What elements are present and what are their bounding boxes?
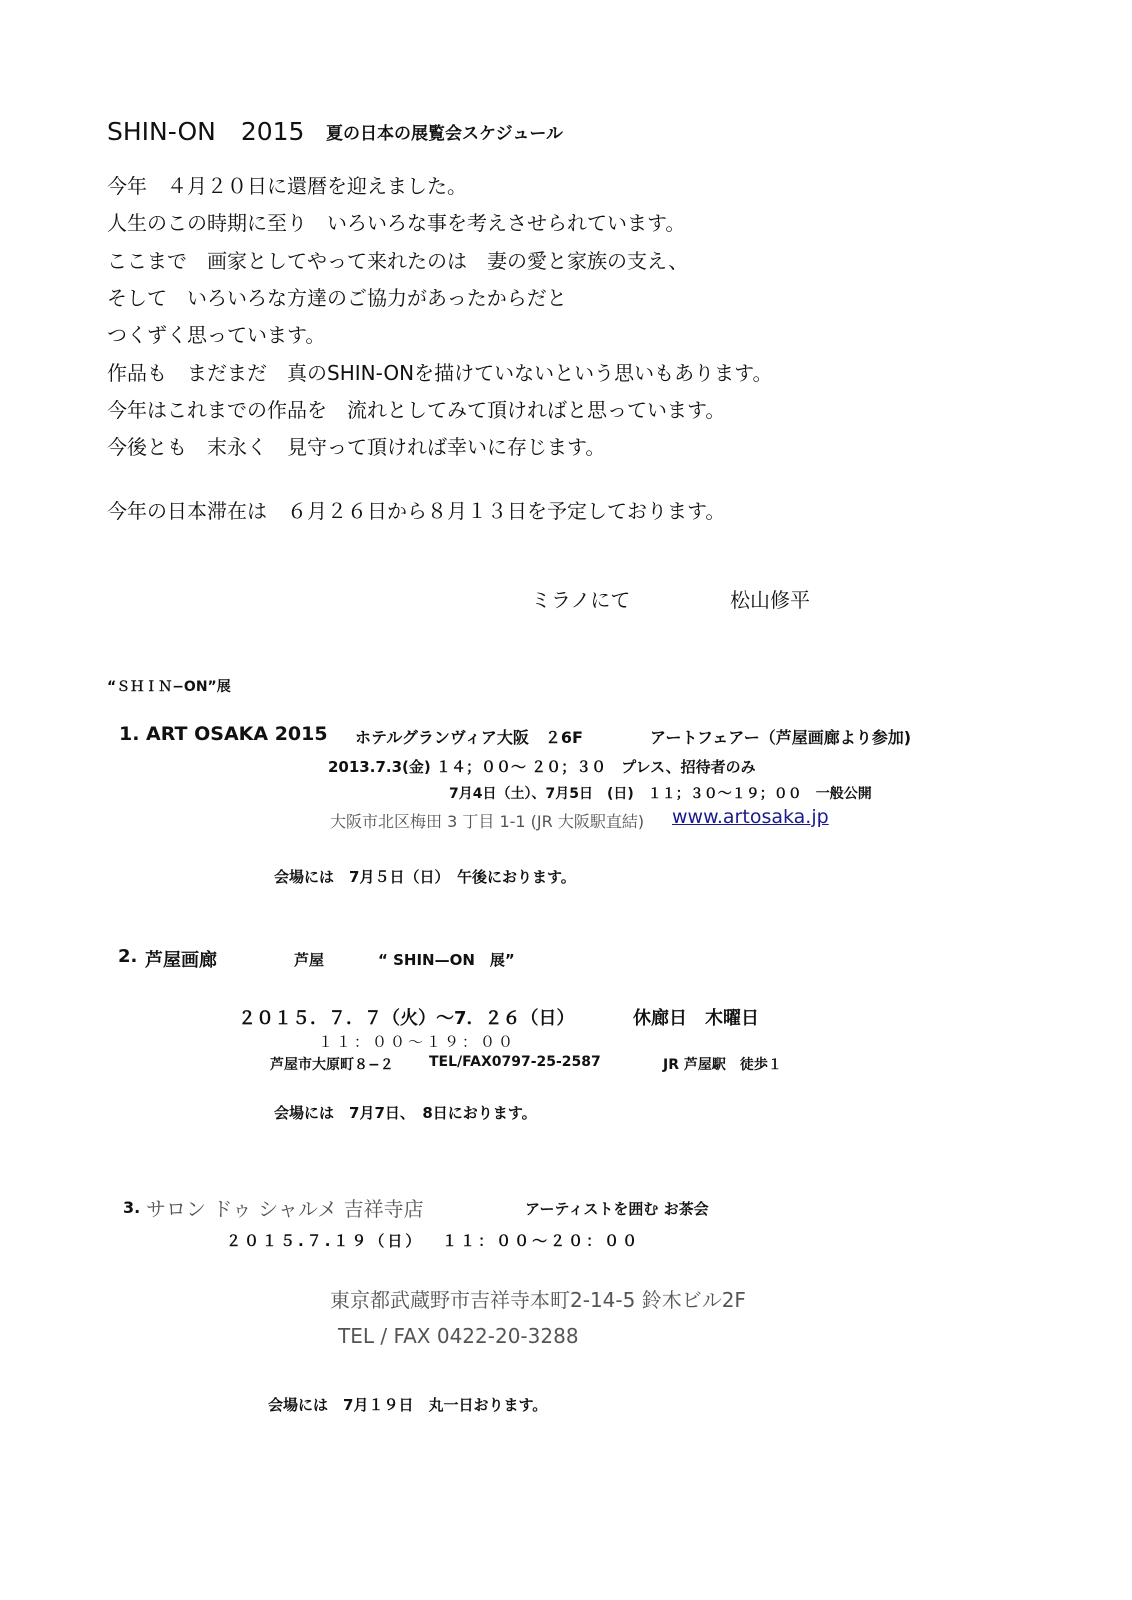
event-2-title: 芦屋画廊	[145, 950, 217, 971]
event-2-access: JR 芦屋駅 徒歩１	[663, 1057, 782, 1073]
signature-name: 松山修平	[730, 588, 810, 612]
signature-place: ミラノにて	[531, 588, 631, 612]
page-subtitle: 夏の日本の展覧会スケジュール	[326, 124, 563, 144]
event-3-date: ２０１５.７.１９（日） １１：００～２０：００	[226, 1232, 641, 1250]
message-line-8: 今後とも 末永く 見守って頂ければ幸いに存じます。	[107, 435, 606, 459]
event-2-hours: １１：００～１９：００	[318, 1033, 517, 1051]
event-1-note: アートフェアー（芦屋画廊より参加)	[650, 728, 912, 747]
event-1-address: 大阪市北区梅田 3 丁目 1-1 (JR 大阪駅直結)	[330, 812, 645, 831]
event-3-address: 東京都武蔵野市吉祥寺本町2-14-5 鈴木ビル2F	[330, 1288, 746, 1312]
event-1-website-link[interactable]: www.artosaka.jp	[672, 806, 829, 828]
message-line-3: ここまで 画家としてやって来れたのは 妻の愛と家族の支え、	[107, 249, 689, 273]
page-title: SHIN-ON 2015	[107, 117, 305, 146]
message-line-6: 作品も まだまだ 真のSHIN-ONを描けていないという思いもあります。	[107, 361, 773, 385]
message-line-1: 今年 ４月２０日に還暦を迎えました。	[107, 174, 467, 198]
stay-schedule: 今年の日本滞在は ６月２６日から８月１３日を予定しております。	[107, 499, 726, 523]
message-line-5: つくずく思っています。	[107, 323, 326, 347]
event-2-closed-day: 休廊日 木曜日	[633, 1008, 759, 1029]
event-2-exhibition-name: “ SHIN—ON 展”	[378, 951, 515, 969]
event-2-address: 芦屋市大原町８−２	[270, 1057, 394, 1073]
event-2-number: 2.	[118, 946, 138, 967]
event-3-note: アーティストを囲む お茶会	[525, 1200, 709, 1218]
event-3-tel: TEL / FAX 0422-20-3288	[338, 1324, 579, 1348]
message-line-2: 人生のこの時期に至り いろいろな事を考えさせられています。	[107, 211, 686, 235]
message-line-4: そして いろいろな方達のご協力があったからだと	[107, 286, 567, 310]
event-2-tel: TEL/FAX0797-25-2587	[429, 1054, 601, 1070]
event-3-presence: 会場には 7月１９日 丸一日おります。	[268, 1396, 548, 1414]
event-2-place: 芦屋	[294, 951, 325, 969]
event-1-date-press: 2013.7.3(金) １４；００～ ２０；３０ プレス、招待者のみ	[328, 758, 756, 776]
event-3-title: サロン ドゥ シャルメ 吉祥寺店	[146, 1197, 424, 1221]
event-2-dates: ２０１５．７．７（火）～7．２６（日）	[238, 1008, 575, 1029]
event-1-venue: ホテルグランヴィア大阪 ２6F	[355, 728, 583, 747]
event-1-title: 1. ART OSAKA 2015	[119, 723, 328, 745]
event-1-date-public: 7月4日（土）、7月5日 (日) １１；３０～１９；００ 一般公開	[449, 786, 872, 802]
event-1-presence: 会場には 7月５日（日） 午後におります。	[274, 868, 576, 886]
event-3-number: 3.	[123, 1198, 141, 1217]
message-line-7: 今年はこれまでの作品を 流れとしてみて頂ければと思っています。	[107, 398, 726, 422]
section-label: “ＳＨＩＮ−ON”展	[107, 679, 231, 695]
event-2-presence: 会場には 7月7日、 8日におります。	[274, 1104, 537, 1122]
